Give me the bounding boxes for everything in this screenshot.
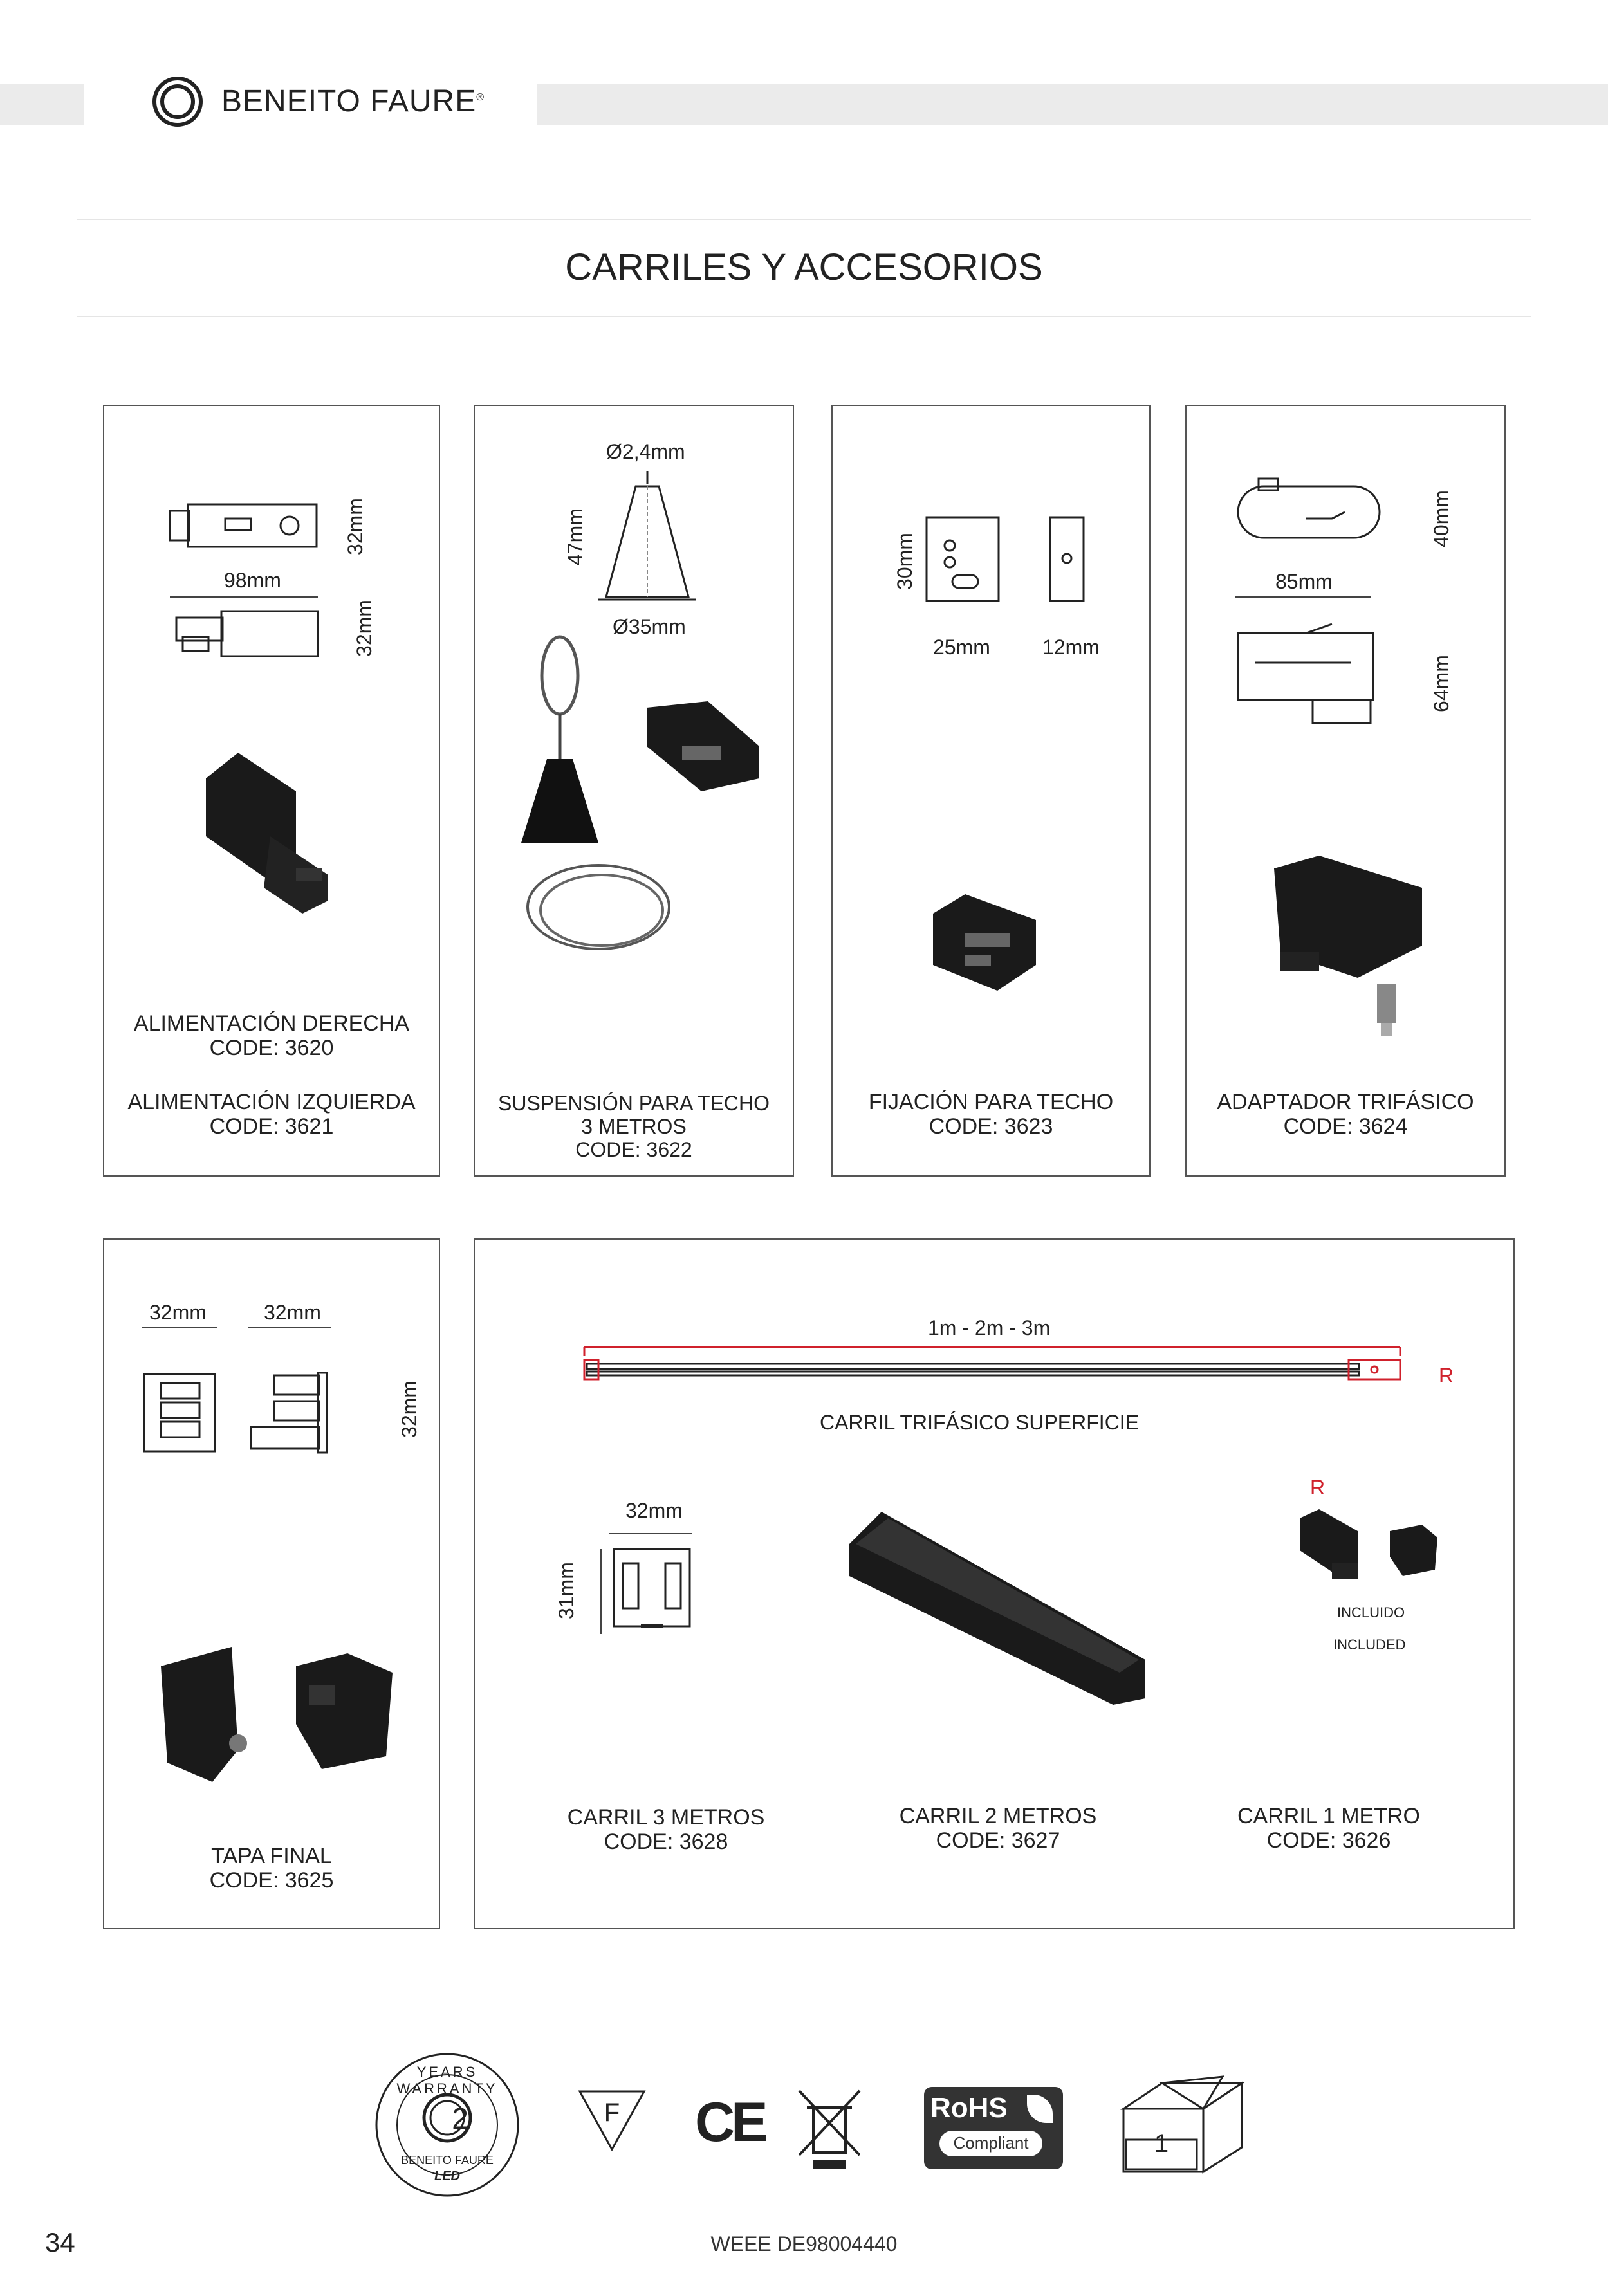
- rohs-compliant: Compliant: [953, 2133, 1029, 2153]
- rail-length-label: 1m - 2m - 3m: [928, 1316, 1051, 1339]
- rail-r-label-2: R: [1310, 1476, 1326, 1499]
- product-name-3621: ALIMENTACIÓN IZQUIERDA: [127, 1090, 416, 1114]
- page-number: 34: [45, 2227, 75, 2257]
- dim-clip-depth: 12mm: [1042, 636, 1100, 659]
- dim-adapter-length: 85mm: [1275, 570, 1333, 593]
- product-name-3625: TAPA FINAL: [211, 1844, 332, 1868]
- product-name-3620: ALIMENTACIÓN DERECHA: [133, 1011, 410, 1036]
- rail-3m-name: CARRIL 3 METROS: [567, 1805, 765, 1830]
- product-code-3623: CODE: 3623: [929, 1114, 1053, 1139]
- product-name-3623: FIJACIÓN PARA TECHO: [868, 1090, 1114, 1114]
- dim-end-cap-height: 32mm: [397, 1381, 421, 1438]
- dim-canopy-height: 47mm: [563, 508, 587, 565]
- header-bar-left: [0, 84, 84, 125]
- end-cap-side-drawing: [248, 1325, 338, 1454]
- rail-1m-name: CARRIL 1 METRO: [1237, 1804, 1420, 1828]
- adapter-side-drawing: [1235, 592, 1390, 733]
- product-code-3622: CODE: 3622: [575, 1138, 692, 1161]
- rail-feed-and-cap-photo: [1293, 1505, 1441, 1583]
- rail-2m-name: CARRIL 2 METROS: [899, 1804, 1097, 1828]
- dim-end-cap-width: 32mm: [149, 1301, 207, 1324]
- rail-title: CARRIL TRIFÁSICO SUPERFICIE: [819, 1411, 1140, 1434]
- power-feed-photo: [199, 753, 354, 914]
- warranty-seal-years: 2: [452, 2102, 468, 2135]
- adapter-photo: [1261, 856, 1428, 1042]
- product-code-3624: CODE: 3624: [1283, 1114, 1408, 1139]
- dim-end-cap-depth: 32mm: [264, 1301, 321, 1324]
- dim-wire-diameter: Ø2,4mm: [606, 440, 685, 463]
- rail-3m-code: CODE: 3628: [604, 1830, 728, 1854]
- warranty-seal-top-text: YEARS WARRANTY: [396, 2064, 498, 2097]
- f-mark-label: F: [604, 2099, 620, 2127]
- ceiling-clip-front-drawing: [924, 515, 1001, 605]
- end-cap-photo: [154, 1647, 399, 1788]
- weee-bin-icon: [795, 2088, 864, 2172]
- warranty-seal-brand: BENEITO FAURE: [401, 2154, 494, 2167]
- title-divider-top: [77, 219, 1531, 220]
- power-feed-side-drawing: [170, 592, 324, 663]
- rail-r-label: R: [1439, 1364, 1454, 1387]
- brand-name: BENEITO FAURE®: [221, 84, 485, 118]
- product-name-3622: SUSPENSIÓN PARA TECHO: [497, 1092, 770, 1115]
- product-code-3625: CODE: 3625: [209, 1868, 334, 1893]
- product-name-3624: ADAPTADOR TRIFÁSICO: [1217, 1090, 1474, 1114]
- rail-2m-code: CODE: 3627: [936, 1828, 1060, 1853]
- suspension-canopy-drawing: [596, 471, 699, 606]
- dim-clip-width: 25mm: [933, 636, 990, 659]
- dim-canopy-diameter: Ø35mm: [613, 615, 686, 638]
- weee-registration: WEEE DE98004440: [710, 2232, 898, 2255]
- product-code-3621: CODE: 3621: [209, 1114, 334, 1139]
- dim-height-side: 32mm: [352, 600, 376, 657]
- dim-length: 98mm: [224, 569, 281, 592]
- rail-profile-width: 32mm: [625, 1499, 683, 1522]
- rail-photo: [843, 1505, 1152, 1711]
- end-cap-front-drawing: [142, 1325, 219, 1454]
- brand-logo-icon: [152, 76, 203, 127]
- rail-1m-code: CODE: 3626: [1266, 1828, 1391, 1853]
- ce-mark-icon: CE: [695, 2091, 764, 2153]
- rohs-title: RoHS: [930, 2092, 1008, 2124]
- rail-length-bracket: [583, 1345, 1407, 1383]
- product-sub-3622: 3 METROS: [581, 1115, 687, 1138]
- product-code-3620: CODE: 3620: [209, 1036, 334, 1060]
- page-title: CARRILES Y ACCESORIOS: [565, 246, 1043, 288]
- suspension-kit-photo: [502, 637, 772, 959]
- rail-profile-drawing: [598, 1531, 708, 1634]
- header-bar-right: [537, 84, 1608, 125]
- ceiling-clip-side-drawing: [1048, 515, 1086, 605]
- dim-clip-height: 30mm: [892, 533, 916, 590]
- power-feed-top-drawing: [167, 502, 322, 553]
- included-label-es: INCLUIDO: [1337, 1604, 1405, 1621]
- ceiling-clip-photo: [927, 894, 1042, 997]
- included-label-en: INCLUDED: [1333, 1637, 1406, 1653]
- dim-adapter-height: 40mm: [1429, 490, 1453, 547]
- package-box-icon: [1120, 2075, 1246, 2176]
- dim-height-top: 32mm: [343, 498, 367, 555]
- package-quantity: 1: [1154, 2129, 1169, 2158]
- rail-profile-height: 31mm: [554, 1562, 578, 1619]
- title-divider-bottom: [77, 316, 1531, 317]
- warranty-seal-led: LED: [434, 2169, 460, 2183]
- adapter-top-drawing: [1235, 476, 1383, 547]
- dim-adapter-depth: 64mm: [1429, 655, 1453, 712]
